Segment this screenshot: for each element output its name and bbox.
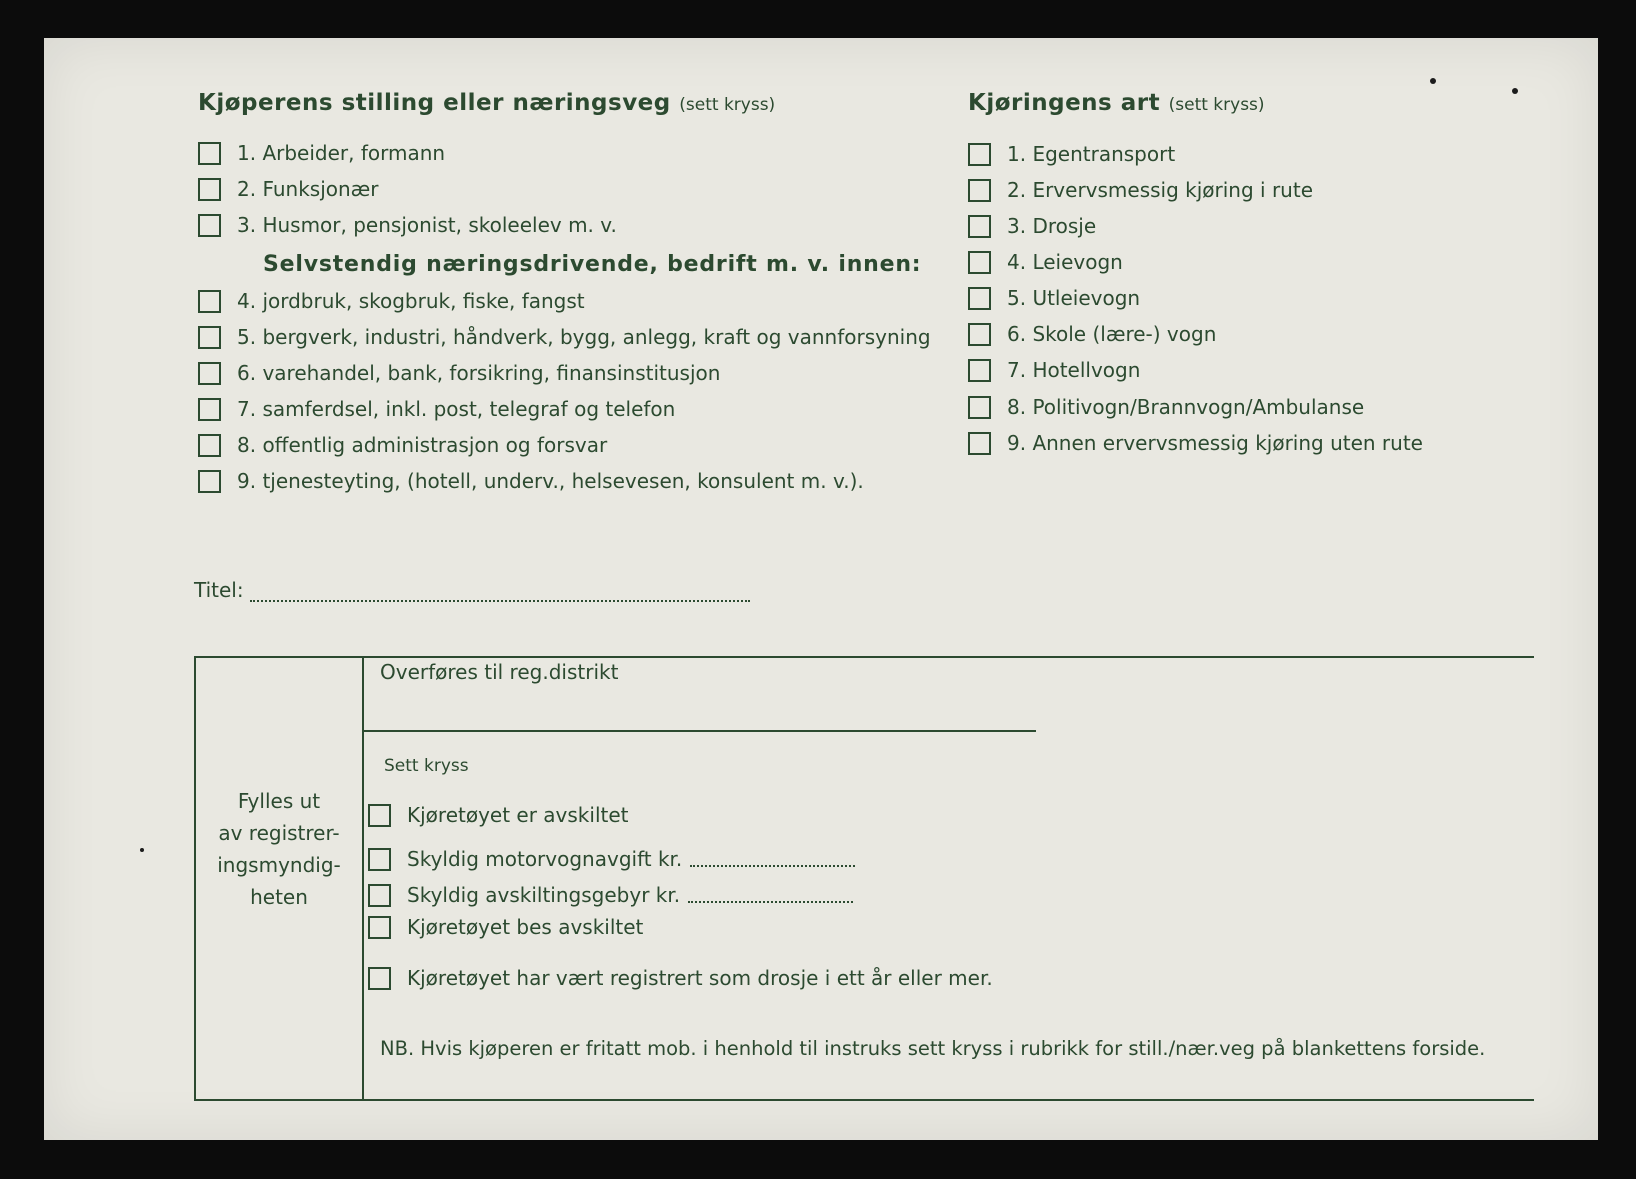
titel-row bbox=[194, 578, 750, 602]
occupation-option-label: 5. bergverk, industri, håndverk, bygg, anlegg, kraft og vannforsyning bbox=[237, 325, 931, 349]
registry-check-label: Skyldig motorvognavgift kr. bbox=[407, 847, 683, 871]
ink-speck bbox=[1430, 78, 1436, 84]
checkbox[interactable] bbox=[198, 398, 221, 421]
box-bottom-border bbox=[194, 1099, 1534, 1101]
form-sheet bbox=[44, 38, 1598, 1140]
side-label-line: av registrer- bbox=[218, 821, 340, 845]
ink-speck bbox=[1512, 88, 1518, 94]
registry-side-label bbox=[198, 785, 360, 913]
driving-type-label: 3. Drosje bbox=[1007, 214, 1097, 238]
driving-type-option[interactable] bbox=[968, 431, 1423, 455]
checkbox[interactable] bbox=[968, 143, 991, 166]
checkbox[interactable] bbox=[368, 804, 391, 827]
registry-check-option[interactable] bbox=[368, 966, 993, 990]
occupation-option[interactable] bbox=[198, 469, 864, 493]
side-label-line: Fylles ut bbox=[237, 789, 321, 813]
registry-check-option[interactable] bbox=[368, 883, 853, 907]
occupation-option[interactable] bbox=[198, 141, 445, 165]
occupation-option-label: 4. jordbruk, skogbruk, fiske, fangst bbox=[237, 289, 585, 313]
checkbox[interactable] bbox=[198, 214, 221, 237]
checkbox[interactable] bbox=[368, 884, 391, 907]
driving-type-heading bbox=[968, 90, 1265, 116]
driving-type-label: 6. Skole (lære-) vogn bbox=[1007, 322, 1217, 346]
checkbox[interactable] bbox=[968, 215, 991, 238]
occupation-option[interactable] bbox=[198, 177, 379, 201]
occupation-option-label: 7. samferdsel, inkl. post, telegraf og telefon bbox=[237, 397, 676, 421]
occupation-option[interactable] bbox=[198, 325, 931, 349]
checkbox[interactable] bbox=[198, 470, 221, 493]
side-label-line: ingsmyndig- bbox=[217, 853, 341, 877]
driving-type-option[interactable] bbox=[968, 395, 1364, 419]
self-employed-subheading: Selvstendig næringsdrivende, bedrift m. v. innen: bbox=[263, 252, 922, 277]
driving-type-label: 7. Hotellvogn bbox=[1007, 358, 1141, 382]
driving-type-option[interactable] bbox=[968, 142, 1175, 166]
driving-type-option[interactable] bbox=[968, 178, 1313, 202]
side-label-line: heten bbox=[250, 885, 308, 909]
plate-removal-fee-field[interactable] bbox=[688, 887, 853, 903]
occupation-option-label: 9. tjenesteyting, (hotell, underv., helsevesen, konsulent m. v.). bbox=[237, 469, 864, 493]
ink-speck bbox=[140, 848, 144, 852]
driving-type-option[interactable] bbox=[968, 322, 1216, 346]
buyer-occupation-title: Kjøperens stilling eller næringsveg bbox=[198, 90, 671, 116]
checkbox[interactable] bbox=[368, 848, 391, 871]
checkbox[interactable] bbox=[968, 359, 991, 382]
occupation-option-label: 3. Husmor, pensjonist, skoleelev m. v. bbox=[237, 213, 617, 237]
checkbox[interactable] bbox=[368, 916, 391, 939]
checkbox[interactable] bbox=[198, 434, 221, 457]
checkbox[interactable] bbox=[968, 251, 991, 274]
checkbox[interactable] bbox=[198, 142, 221, 165]
occupation-option[interactable] bbox=[198, 289, 585, 313]
driving-type-label: 8. Politivogn/Brannvogn/Ambulanse bbox=[1007, 395, 1365, 419]
occupation-option[interactable] bbox=[198, 213, 617, 237]
nb-note: NB. Hvis kjøperen er fritatt mob. i henhold til instruks sett kryss i rubrikk for still./nær.veg på blankettens forside. bbox=[380, 1037, 1486, 1060]
driving-type-label: 5. Utleievogn bbox=[1007, 286, 1141, 310]
driving-type-option[interactable] bbox=[968, 358, 1140, 382]
occupation-option[interactable] bbox=[198, 433, 607, 457]
checkbox[interactable] bbox=[198, 362, 221, 385]
driving-type-note: (sett kryss) bbox=[1168, 95, 1265, 115]
driving-type-label: 9. Annen ervervsmessig kjøring uten rute bbox=[1007, 431, 1423, 455]
occupation-option-label: 6. varehandel, bank, forsikring, finansinstitusjon bbox=[237, 361, 721, 385]
titel-label: Titel: bbox=[194, 578, 244, 602]
occupation-option-label: 8. offentlig administrasjon og forsvar bbox=[237, 433, 608, 457]
transfer-underline bbox=[362, 730, 1036, 732]
buyer-occupation-note: (sett kryss) bbox=[679, 95, 776, 115]
registry-check-label: Kjøretøyet er avskiltet bbox=[407, 803, 629, 827]
box-top-border bbox=[194, 656, 1534, 658]
buyer-occupation-heading bbox=[198, 90, 775, 116]
transfer-label: Overføres til reg.distrikt bbox=[380, 660, 619, 684]
driving-type-label: 2. Ervervsmessig kjøring i rute bbox=[1007, 178, 1313, 202]
checkbox[interactable] bbox=[968, 179, 991, 202]
driving-type-title: Kjøringens art bbox=[968, 90, 1161, 116]
driving-type-label: 1. Egentransport bbox=[1007, 142, 1176, 166]
checkbox[interactable] bbox=[968, 396, 991, 419]
titel-input[interactable] bbox=[250, 586, 750, 602]
driving-type-option[interactable] bbox=[968, 286, 1140, 310]
registry-check-label: Kjøretøyet bes avskiltet bbox=[407, 915, 644, 939]
registry-check-label: Kjøretøyet har vært registrert som drosje i ett år eller mer. bbox=[407, 966, 993, 990]
checkbox[interactable] bbox=[198, 178, 221, 201]
checkbox[interactable] bbox=[368, 967, 391, 990]
checkbox[interactable] bbox=[968, 287, 991, 310]
occupation-option-label: 1. Arbeider, formann bbox=[237, 141, 446, 165]
occupation-option[interactable] bbox=[198, 397, 675, 421]
checkbox[interactable] bbox=[198, 290, 221, 313]
occupation-option[interactable] bbox=[198, 361, 720, 385]
driving-type-option[interactable] bbox=[968, 214, 1096, 238]
registry-check-option[interactable] bbox=[368, 847, 855, 871]
box-divider bbox=[362, 656, 364, 1101]
box-left-border bbox=[194, 656, 196, 1101]
motor-fee-amount-field[interactable] bbox=[690, 851, 855, 867]
registry-check-option[interactable] bbox=[368, 915, 643, 939]
checkbox[interactable] bbox=[968, 432, 991, 455]
registry-check-option[interactable] bbox=[368, 803, 629, 827]
driving-type-label: 4. Leievogn bbox=[1007, 250, 1123, 274]
checkbox[interactable] bbox=[198, 326, 221, 349]
registry-check-label: Skyldig avskiltingsgebyr kr. bbox=[407, 883, 681, 907]
driving-type-option[interactable] bbox=[968, 250, 1123, 274]
checkbox[interactable] bbox=[968, 323, 991, 346]
sett-kryss-label: Sett kryss bbox=[384, 756, 469, 776]
occupation-option-label: 2. Funksjonær bbox=[237, 177, 379, 201]
